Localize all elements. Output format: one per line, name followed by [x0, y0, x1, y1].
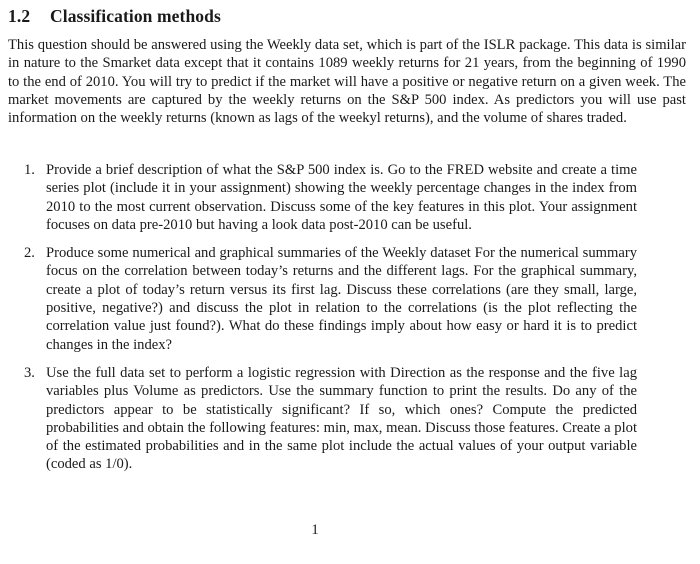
question-number: 3.	[24, 364, 35, 381]
section-heading	[8, 6, 221, 27]
question-list	[8, 161, 686, 484]
question-text: Provide a brief description of what the S&P 500 index is. Go to the FRED website and create a time series plot (include it in your assignment) showing the weekly percentage changes in the index from 2010 to the most current observation. Discuss some of the key features in this plot. Your assignment focuses on data pre-2010 but having a look data post-2010 can be useful.	[46, 162, 637, 233]
question-number: 1.	[24, 162, 35, 178]
intro-paragraph: This question should be answered using the Weekly data set, which is part of the ISLR package. This data is similar in nature to the Smarket data except that it contains 1089 weekly returns for 21 years, from the beginning of 1990 to the end of 2010. You will try to predict if the market will have a positive or negative return on a given week. The market movements are captured by the weekly returns on the S&P 500 index. As predictors you will use past information on the weekly returns (known as lags of the weekyl returns), and the volume of shares traded.	[8, 37, 686, 127]
question-item	[8, 364, 637, 474]
page-number: 1	[311, 522, 319, 538]
question-text: Use the full data set to perform a logistic regression with Direction as the response and the five lag variables plus Volume as predictors. Use the summary function to print the results. Do any of the predictors appear to be statistically significant? If so, which ones? Compute the predicted probabilities and obtain the following features: min, max, mean. Discuss those features. Create a plot of the estimated probabilities and in the same plot include the actual values of your output variable (coded as 1/0).	[46, 364, 637, 473]
question-item	[8, 244, 637, 354]
question-item	[8, 161, 637, 234]
section-title: Classification methods	[50, 6, 221, 26]
question-text: Produce some numerical and graphical summaries of the Weekly dataset For the numerical summary focus on the correlation between today’s returns and the different lags. For the graphical summary, create a plot of today’s return versus its first lag. Discuss these correlations (are they small, large, positive, negative?) and discuss the plot in relation to the correlations (is the plot reflecting the correlation value just found?). What do these findings imply about how easy or hard it is to predict changes in the index?	[46, 245, 637, 353]
section-number: 1.2	[8, 6, 31, 26]
question-number: 2.	[24, 245, 35, 262]
